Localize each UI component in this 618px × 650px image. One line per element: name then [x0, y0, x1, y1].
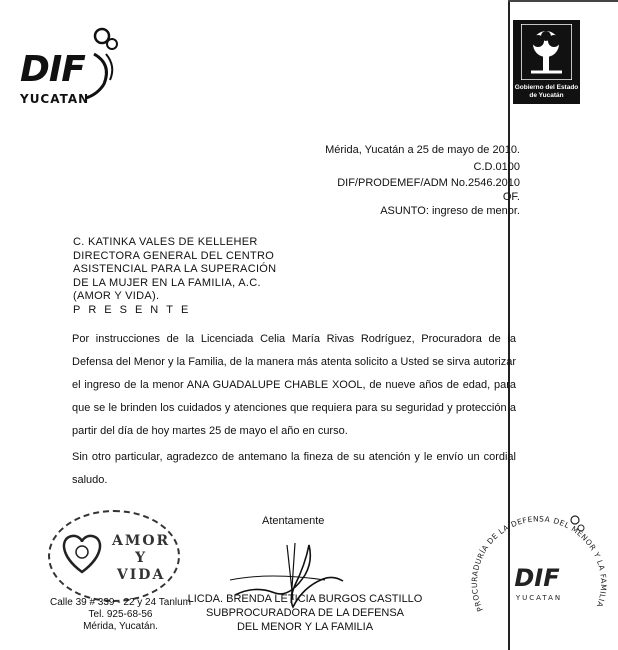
- recipient-institution-line3: (AMOR Y VIDA).: [73, 290, 160, 302]
- reference-code: C.D.0100: [473, 161, 520, 173]
- subject-line: ASUNTO: ingreso de menor.: [380, 205, 520, 217]
- letter-header-block: [280, 142, 520, 219]
- stamp-arc-text: PROCURADURÍA DE LA DEFENSA DEL MENOR Y LA FAMILIA: [469, 514, 609, 613]
- prodemef-stamp-circle: [455, 490, 615, 640]
- signer-name: LICDA. BRENDA LETICIA BURGOS CASTILLO: [187, 593, 423, 605]
- scan-top-line: [508, 0, 618, 2]
- place-date: Mérida, Yucatán a 25 de mayo de 2010.: [325, 144, 520, 156]
- recipient-name: C. KATINKA VALES DE KELLEHER: [73, 236, 258, 248]
- body-paragraph-2: Sin otro particular, agradezco de antemano la fineza de su atención y le envío un cordial saludo.: [72, 451, 516, 486]
- presente-heading: PRESENTE: [73, 303, 197, 316]
- dif-logo-subtext: YUCATAN: [20, 92, 90, 106]
- recipient-institution-line1: ASISTENCIAL PARA LA SUPERACIÓN: [73, 263, 277, 275]
- gobierno-estado-emblem: [513, 20, 580, 104]
- atentamente-label: Atentamente: [262, 515, 325, 527]
- recipient-block: [73, 236, 276, 317]
- prodemef-stamp: [455, 490, 615, 640]
- oficio-label: OF.: [502, 191, 520, 203]
- body-paragraph-1: Por instrucciones de la Licenciada Celia María Rivas Rodríguez, Procuradora de la Defensa del Menor y la Familia, de la manera más atenta solicito a Usted se sirva autorizar el ingreso de la menor ANA GUADALUPE CHABLE XOOL, de nueve años de edad, para que se le brinden los cuidados y atenciones que requiera para su seguridad y protección a partir del día de hoy martes 25 de mayo el año en curso.: [72, 333, 516, 437]
- signer-title-1: SUBPROCURADORA DE LA DEFENSA: [205, 607, 405, 619]
- dif-yucatan-logo: [14, 14, 124, 114]
- amor-vida-stamp-text: AMOR Y VIDA: [112, 533, 171, 583]
- heart-stamp-icon: [56, 526, 108, 578]
- dif-logo-text: DIF: [20, 49, 85, 90]
- signer-title-2: DEL MENOR Y LA FAMILIA: [236, 621, 374, 633]
- recipient-title: DIRECTORA GENERAL DEL CENTRO: [73, 249, 275, 262]
- amor-vida-address: Calle 39 # 339 - 22 y 24 Tanlum Tel. 925-68-56 Mérida, Yucatán.: [50, 597, 192, 632]
- recipient-institution-line2: DE LA MUJER EN LA FAMILIA, A.C.: [73, 276, 261, 289]
- document-number: DIF/PRODEMEF/ADM No.2546.2010: [337, 177, 520, 189]
- signature-block: [180, 592, 430, 634]
- stamp-dif-logo: DIF: [514, 564, 560, 592]
- stamp-yucatan: YUCATAN: [515, 594, 563, 602]
- tree-emblem-icon: [521, 24, 572, 80]
- gobierno-caption: Gobierno del Estado de Yucatán: [514, 84, 579, 99]
